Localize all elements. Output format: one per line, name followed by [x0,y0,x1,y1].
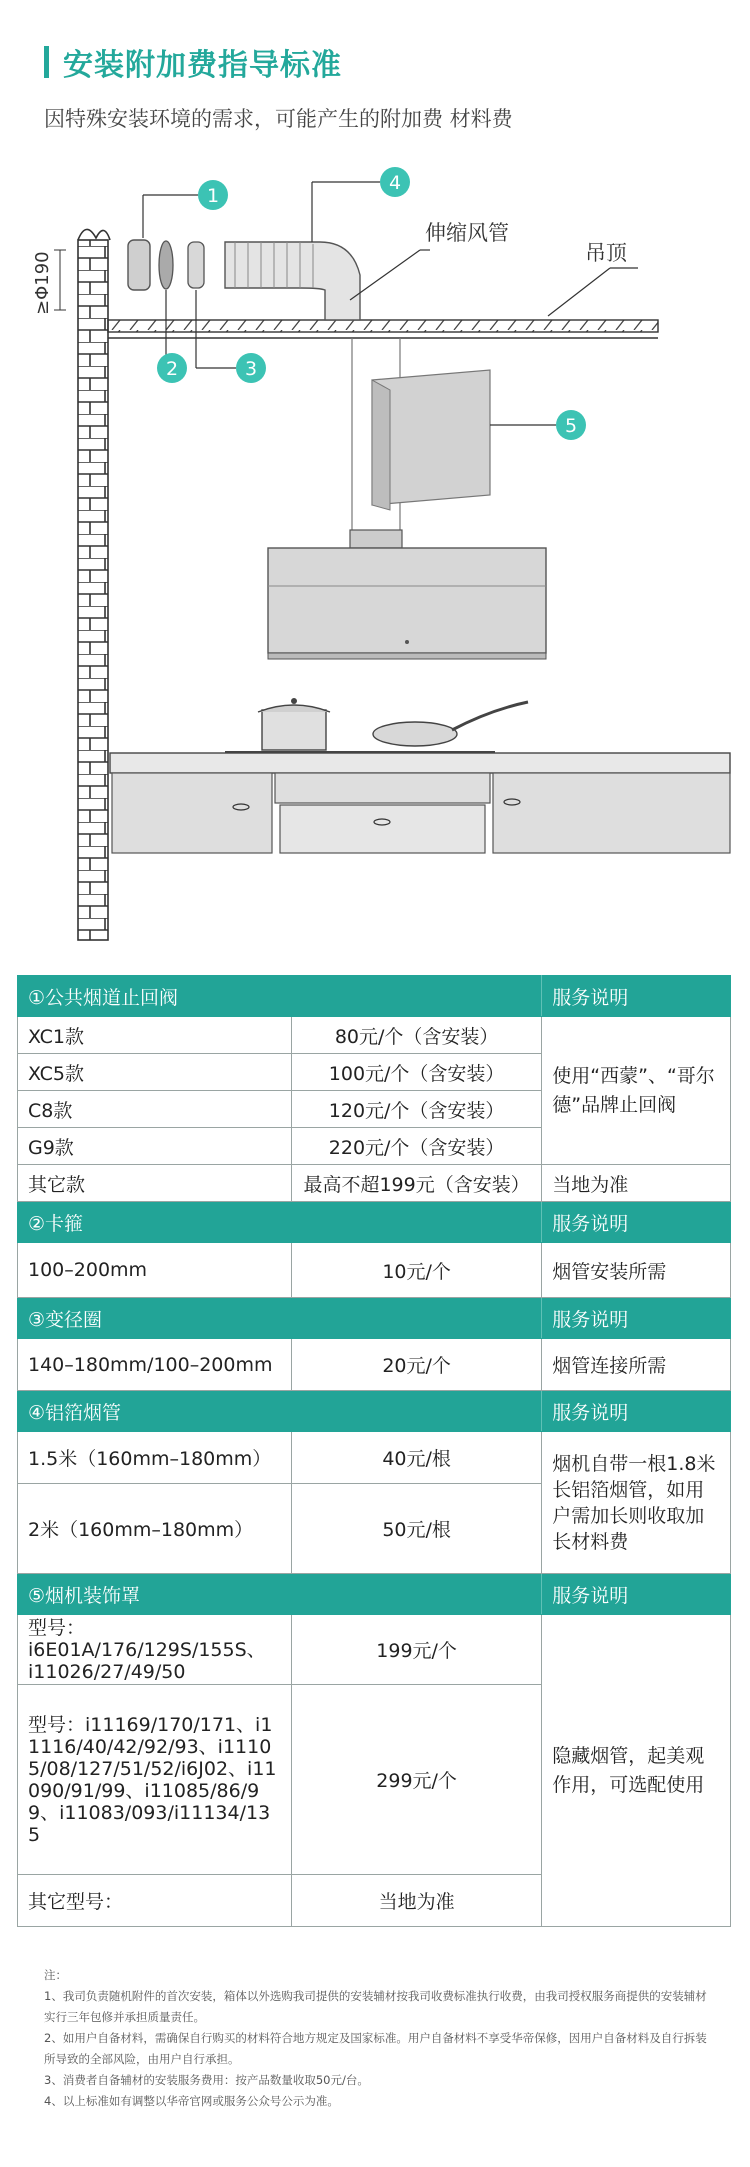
table-row: 型号：i6E01A/176/129S/155S、i11026/27/49/50 199元/个 隐藏烟管，起美观作用，可选配使用 [18,1615,731,1685]
table-row: 型号：i11169/170/171、i11116/40/42/92/93、i11105/08/127/51/52/i6J02、i11090/91/99、i11085/86/99、i11083/093/i11134/135 299元/个 [18,1685,731,1875]
table-row: 1.5米（160mm–180mm） 40元/根 烟机自带一根1.8米长铝箔烟管，如用户需加长则收取加长材料费 [18,1432,731,1484]
section-header-valve: ①公共烟道止回阀 服务说明 [18,976,731,1017]
note-item: 4、以上标准如有调整以华帝官网或服务公众号公示为准。 [44,2094,339,2108]
installation-diagram [0,150,750,950]
page-title-block [44,40,342,84]
table-row: XC1款 80元/个（含安装） 使用“西蒙”、“哥尔德”品牌止回阀 [18,1017,731,1054]
table-row: 其它型号： 当地为准 [18,1875,731,1927]
table-row: 140–180mm/100–200mm 20元/个 烟管连接所需 [18,1339,731,1391]
fee-table [17,975,731,1927]
svg-text:4: 4 [388,172,402,194]
section-header-cover: ⑤烟机装饰罩 服务说明 [18,1574,731,1615]
brick-wall [78,229,110,940]
phi-label: ≥Φ190 [32,251,53,315]
title-accent-bar [44,46,49,78]
callout-4 [312,167,410,242]
check-valve-parts [128,240,204,290]
cookware [225,698,528,752]
note-item: 1、我司负责随机附件的首次安装，箱体以外选购我司提供的安装辅材按我司收费标准执行收费，由我司授权服务商提供的安装辅材实行三年包修并承担质量责任。 [44,1989,707,2024]
notes-heading: 注： [44,1968,67,1982]
svg-text:2: 2 [165,358,179,380]
page-subtitle: 因特殊安装环境的需求，可能产生的附加费 材料费 [44,107,513,131]
range-hood [268,548,546,659]
section-header-foil-duct: ④铝箔烟管 服务说明 [18,1391,731,1432]
kitchen-cabinet [110,753,730,853]
svg-text:5: 5 [564,415,578,437]
callout-3 [196,290,266,383]
table-row: XC5款 100元/个（含安装） [18,1054,731,1091]
callout-1 [143,180,228,238]
ceiling-label: 吊顶 [585,241,627,265]
callout-5 [490,410,586,440]
footnotes [44,1965,716,2112]
table-row: 其它款 最高不超199元（含安装） 当地为准 [18,1165,731,1202]
page-title: 安装附加费指导标准 [63,48,342,83]
phi-dimension [32,250,66,315]
flexible-duct [225,221,509,320]
table-row: 100–200mm 10元/个 烟管安装所需 [18,1243,731,1298]
svg-text:1: 1 [206,185,220,207]
table-row: C8款 120元/个（含安装） [18,1091,731,1128]
flue-and-decorative-cover [350,338,490,548]
note-item: 2、如用户自备材料，需确保自行购买的材料符合地方规定及国家标准。用户自备材料不享受华帝保修，因用户自备材料及自行拆装所导致的全部风险，由用户自行承担。 [44,2031,707,2066]
table-row: 2米（160mm–180mm） 50元/根 [18,1484,731,1574]
table-row: G9款 220元/个（含安装） [18,1128,731,1165]
svg-text:3: 3 [244,358,258,380]
flex-pipe-label: 伸缩风管 [425,221,509,245]
section-header-clamp: ②卡箍 服务说明 [18,1202,731,1243]
section-header-reducer: ③变径圈 服务说明 [18,1298,731,1339]
callout-2 [157,290,187,383]
note-item: 3、消费者自备辅材的安装服务费用：按产品数量收取50元/台。 [44,2073,369,2087]
